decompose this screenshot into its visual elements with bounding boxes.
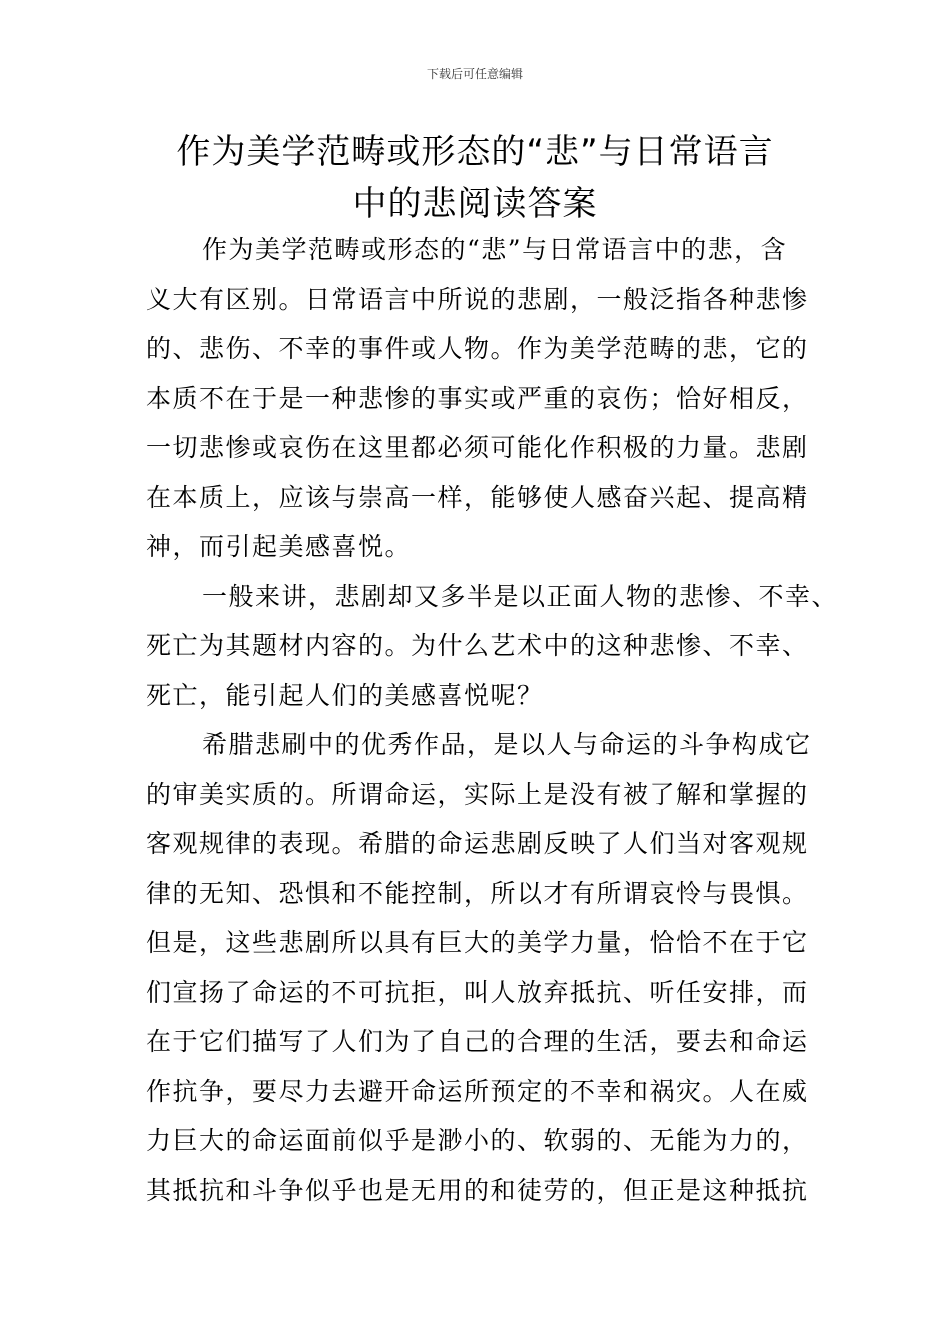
paragraph-1-line: 义大有区别。日常语言中所说的悲剧，一般泛指各种悲惨 <box>146 284 809 314</box>
paragraph-1-line: 本质不在于是一种悲惨的事实或严重的哀伤；恰好相反， <box>146 383 809 413</box>
paragraph-3-line: 的审美实质的。所谓命运，实际上是没有被了解和掌握的 <box>146 779 809 809</box>
paragraph-1-line: 一切悲惨或哀伤在这里都必须可能化作积极的力量。悲剧 <box>146 433 809 462</box>
paragraph-3-line: 作抗争，要尽力去避开命运所预定的不幸和祸灾。人在威 <box>146 1076 809 1106</box>
paragraph-3-line: 但是，这些悲剧所以具有巨大的美学力量，恰恰不在于它 <box>146 928 809 957</box>
body-text <box>146 225 839 1215</box>
paragraph-1-line: 作为美学范畴或形态的“悲”与日常语言中的悲，含 <box>202 235 788 264</box>
paragraph-3-line: 希腊悲刷中的优秀作品，是以人与命运的斗争构成它 <box>202 730 812 759</box>
paragraph-3-line: 力巨大的命运面前似乎是渺小的、软弱的、无能为力的， <box>146 1126 809 1155</box>
paragraph-1-line: 的、悲伤、不幸的事件或人物。作为美学范畴的悲，它的 <box>146 334 809 363</box>
title-line-2: 中的悲阅读答案 <box>352 184 598 224</box>
title-line-1: 作为美学范畴或形态的“悲”与日常语言 <box>176 132 774 172</box>
paragraph-3-line: 其抵抗和斗争似乎也是无用的和徒劳的，但正是这种抵抗 <box>146 1175 809 1205</box>
paragraph-3-line: 律的无知、恐惧和不能控制，所以才有所谓哀怜与畏惧。 <box>146 878 809 908</box>
document-title <box>130 126 820 230</box>
paragraph-3-line: 客观规律的表现。希腊的命运悲剧反映了人们当对客观规 <box>146 829 809 858</box>
header-note: 下载后可任意编辑 <box>426 67 523 81</box>
paragraph-2-line: 死亡，能引起人们的美感喜悦呢？ <box>146 680 544 710</box>
paragraph-2-line: 死亡为其题材内容的。为什么艺术中的这种悲惨、不幸、 <box>146 631 809 660</box>
paragraph-3-line: 在于它们描写了人们为了自己的合理的生活，要去和命运 <box>146 1027 809 1056</box>
paragraph-1-line: 在本质上，应该与崇高一样，能够使人感奋兴起、提高精 <box>146 482 809 512</box>
paragraph-2-line: 一般来讲，悲剧却又多半是以正面人物的悲惨、不幸、 <box>202 581 839 611</box>
paragraph-1-line: 神，而引起美感喜悦。 <box>146 532 412 561</box>
paragraph-3-line: 们宣扬了命运的不可抗拒，叫人放弃抵抗、听任安排，而 <box>146 977 809 1007</box>
